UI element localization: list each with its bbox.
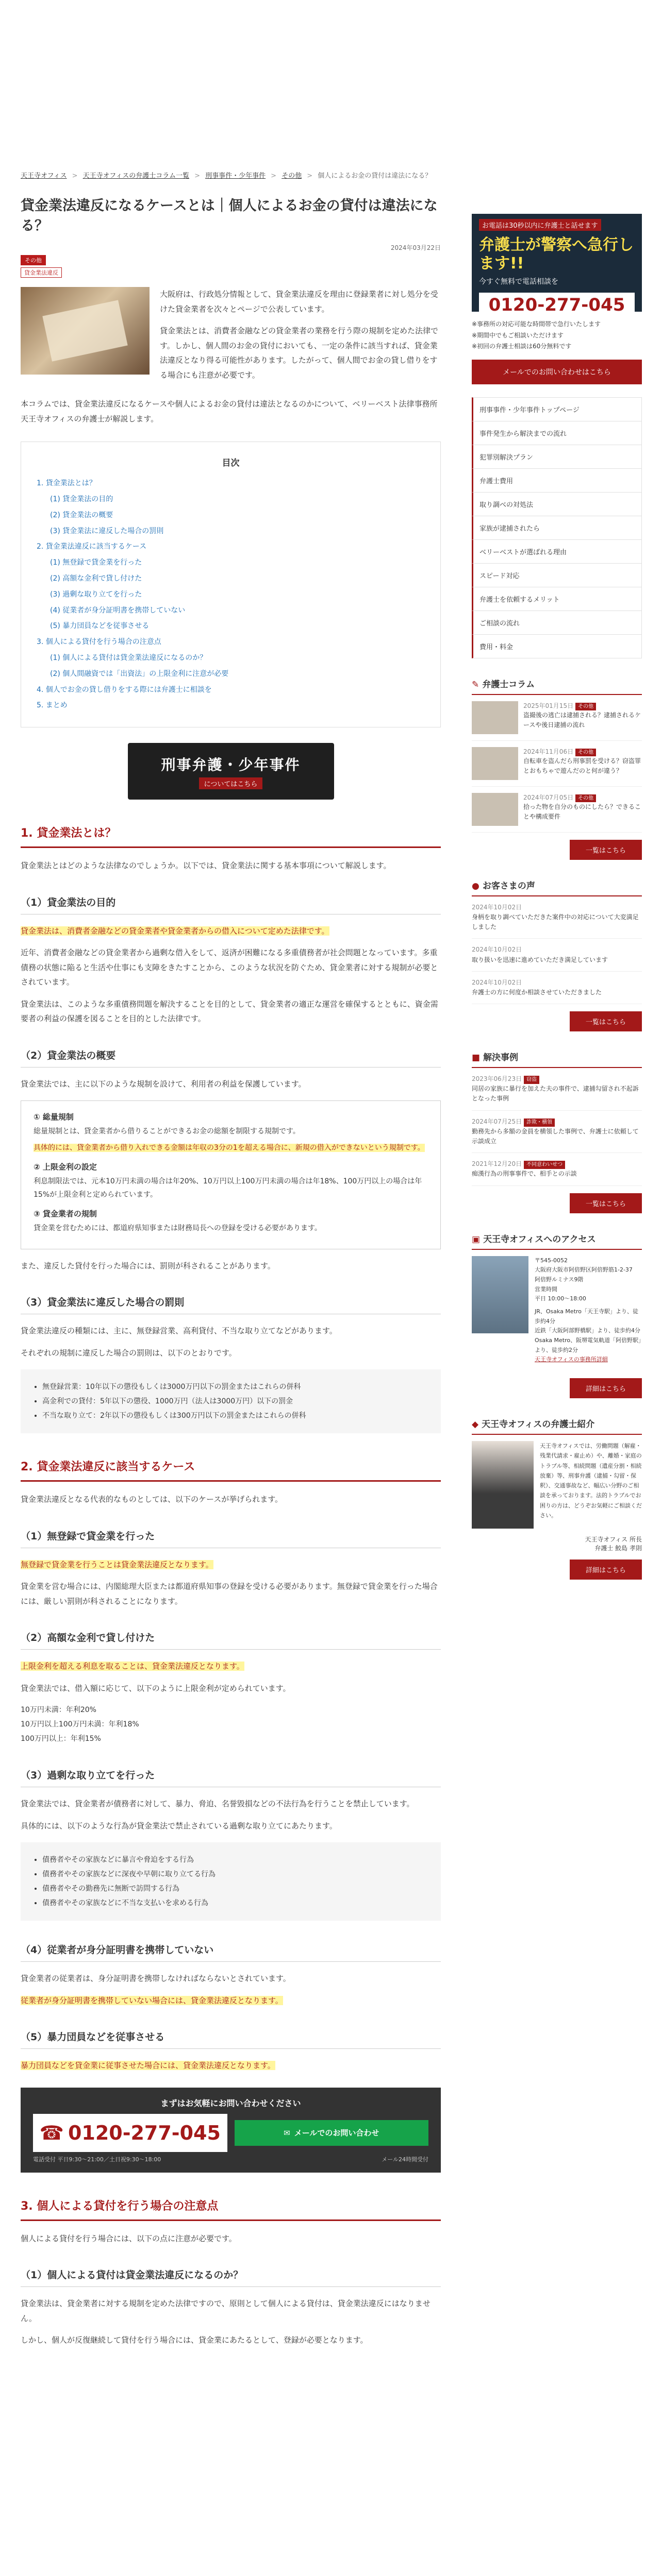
sidebar-notes	[472, 319, 642, 352]
toc-item[interactable]: (3) 過剰な取り立てを行った	[50, 590, 142, 599]
sidebar-phone-banner[interactable]	[472, 214, 642, 315]
access-address: 大阪府大阪市阿倍野区阿倍野筋1-2-37 阿倍野ルミナス9階	[535, 1266, 638, 1283]
breadcrumb-4[interactable]: その他	[282, 172, 302, 180]
item-tag: 窃盗	[524, 1076, 539, 1084]
cta-phone-number: 0120-277-045	[68, 2121, 221, 2144]
cta-mail-note: メール24時間受付	[382, 2156, 428, 2163]
rate-1: 10万円未満：年利20%	[21, 1706, 96, 1715]
s2-p4: 貸金業法では、借入額に応じて、以下のように上限金利が定められています。	[21, 1683, 291, 1693]
item-title: 痴漢行為の刑事事件で、相手との示談	[472, 1170, 577, 1178]
s1-p5: また、違反した貸付を行った場合には、罰則が科されることがあります。	[21, 1261, 275, 1270]
breadcrumb-current: 個人によるお金の貸付は違法になる？	[318, 172, 432, 180]
item-tag: 不同意わいせつ	[524, 1161, 565, 1169]
access-link[interactable]: 天王寺オフィスの事務所詳細	[535, 1356, 608, 1363]
s2-p2: 貸金業を営む場合には、内閣総理大臣または都道府県知事の登録を受ける必要があります。無登録で貸金業を行った場合には、厳しい罰則が科されることになります。	[21, 1582, 438, 1606]
item-title: 自転車を盗んだら刑事罰を受ける？窃盗罪とおもちゃで遊んだのと何が違う？	[523, 757, 641, 774]
toc-item[interactable]: 2. 貸金業法違反に該当するケース	[37, 543, 147, 551]
box-title-3: ③ 貸金業者の規制	[34, 1209, 97, 1218]
column-heading	[472, 674, 642, 695]
item-date: 2024年07月25日	[472, 1117, 522, 1125]
article	[21, 196, 441, 2355]
article-image	[21, 287, 150, 375]
access-zip: 〒545-0052	[535, 1257, 568, 1264]
access-hours: 平日 10:00〜18:00	[535, 1295, 586, 1302]
mail-icon: ✉	[284, 2128, 290, 2138]
item-date: 2024年11月06日	[523, 748, 574, 755]
voice-more-button[interactable]: 一覧はこちら	[570, 1011, 642, 1031]
s1-p4: 貸金業法では、主に以下のような規制を設けて、利用者の利益を保護しています。	[21, 1079, 306, 1089]
box-title-1: ① 総量規制	[34, 1112, 74, 1122]
sidebar-menu	[472, 397, 642, 658]
access-train-2: 近鉄「大阪阿部野橋駅」より、徒歩約4分	[535, 1327, 640, 1334]
person-icon: ◆	[472, 1419, 479, 1430]
toc-item[interactable]: 5. まとめ	[37, 701, 68, 710]
case-heading	[472, 1047, 642, 1068]
sidebar-mail-button[interactable]: メールでのお問い合わせはこちら	[472, 360, 642, 384]
voice-heading	[472, 875, 642, 896]
sidebar-menu-item[interactable]: 家族が逮捕されたら	[472, 516, 642, 540]
s1-p3: 貸金業法は、このような多重債務問題を解決することを目的として、貸金業者の適正な運営を確保するとともに、資金需要者の利益の保護を図ることを目的とした法律です。	[21, 999, 438, 1024]
toc-item[interactable]: 3. 個人による貸付を行う場合の注意点	[37, 638, 161, 647]
s2-highlight-3: 従業者が身分証明書を携帯していない場合には、貸金業法違反となります。	[21, 1995, 283, 2005]
sidebar-note-3: ※初回の弁護士相談は60分無料です	[472, 343, 572, 350]
cols-item[interactable]	[472, 741, 642, 787]
sidebar-banner-top: お電話は30秒以内に弁護士と話せます	[479, 219, 601, 231]
collection-list	[21, 1842, 441, 1921]
s2-1-heading: （1）無登録で貸金業を行った	[21, 1524, 441, 1548]
voice-list	[472, 896, 642, 1004]
s2-p7: 貸金業者の従業者は、身分証明書を携帯しなければならないとされています。	[21, 1974, 291, 1984]
cols-item[interactable]	[472, 695, 642, 741]
s1-1-heading: （1）貸金業法の目的	[21, 891, 441, 914]
sidebar-banner-head: 弁護士が警察へ急行します!!	[479, 236, 634, 273]
news-item[interactable]	[472, 939, 642, 971]
office-building-image	[472, 1256, 528, 1333]
s1-p2: 近年、消費者金融などの貸金業者から過剰な借入をして、返済が困難になる多重債務者が社会問題となっています。多重債務の状態に陥ると生活や仕事にも支障をきたすことから、このような状況を防ぐため、貸金業者に対する規制が必要とされています。	[21, 948, 438, 987]
item-title: 同居の家族に暴行を加えた夫の事件で、逮捕勾留され不起訴となった事例	[472, 1085, 639, 1103]
pen-icon: ✎	[472, 679, 479, 690]
building-icon: ▣	[472, 1234, 481, 1245]
penalty-1: • 無登録営業：10年以下の懲役もしくは3000万円以下の罰金またはこれらの併科	[42, 1380, 428, 1394]
intro-text-2: 貸金業法とは、消費者金融などの貸金業者の業務を行う際の規制を定めた法律です。しかし、個人間のお金の貸付においても、一定の条件に該当すれば、貸金業法違反となり得る可能性があります。したがって、個人間でお金の貸し借りをする場合にも注意が必要です。	[160, 326, 439, 380]
section-3-heading: 3. 個人による貸付を行う場合の注意点	[21, 2193, 441, 2221]
page-title: 貸金業法違反になるケースとは｜個人によるお金の貸付は違法になる？	[21, 198, 438, 234]
sidebar-menu-item[interactable]: スピード対応	[472, 563, 642, 587]
chat-icon: ●	[472, 880, 479, 891]
column-heading-label: 弁護士コラム	[482, 679, 535, 690]
s1-lead: 貸金業法とはどのような法律なのでしょうか。以下では、貸金業法に関する基本事項について解説します。	[21, 861, 391, 871]
breadcrumb-2[interactable]: 天王寺オフィスの弁護士コラム一覧	[82, 172, 190, 180]
toc-title: 目次	[222, 458, 240, 469]
cta-mail-button[interactable]	[235, 2120, 429, 2146]
sidebar-menu-item[interactable]: 刑事事件・少年事件トップページ	[472, 397, 642, 421]
toc-item[interactable]: (1) 貸金業法の目的	[50, 495, 113, 504]
collection-1: • 債務者やその家族などに暴言や脅迫をする行為	[42, 1853, 428, 1867]
rate-list	[21, 1703, 441, 1746]
cta-phone-button[interactable]	[33, 2114, 227, 2152]
toc-item[interactable]: (5) 暴力団員などを従事させる	[50, 622, 150, 631]
item-tag: その他	[575, 794, 596, 803]
column-more-button[interactable]: 一覧はこちら	[570, 840, 642, 860]
table-of-contents	[21, 442, 441, 727]
toc-item[interactable]: (2) 個人間融資では「出資法」の上限金利に注意が必要	[50, 669, 229, 678]
access-train-3: Osaka Metro、阪堺電気軌道「阿倍野駅」より、徒歩約2分	[535, 1337, 641, 1353]
post-date: 2024年03月22日	[390, 244, 441, 252]
category-tag[interactable]: その他	[21, 255, 46, 265]
lawyer-heading	[472, 1414, 642, 1435]
collection-3: • 債務者やその勤務先に無断で訪問する行為	[42, 1882, 428, 1896]
box-text-2: 利息制限法では、元本10万円未満の場合は年20%、10万円以上100万円未満の場合は年18%、100万円以上の場合は年15%が上限金利と定められています。	[34, 1177, 422, 1199]
toc-item[interactable]: (2) 貸金業法の概要	[50, 511, 113, 519]
news-item[interactable]	[472, 972, 642, 1004]
access-heading	[472, 1229, 642, 1250]
item-title: 取り扱いを迅速に進めていただき満足しています	[472, 956, 608, 963]
section-1-heading: 1. 貸金業法とは？	[21, 820, 441, 848]
access-info	[472, 1250, 642, 1371]
collection-2: • 債務者やその家族などに深夜や早朝に取り立てる行為	[42, 1867, 428, 1882]
sidebar-menu-item[interactable]: 取り調べの対処法	[472, 492, 642, 516]
rate-2: 10万円以上100万円未満：年利18%	[21, 1720, 139, 1729]
case-list	[472, 1068, 642, 1186]
lawyer-sign: 天王寺オフィス 所長 弁護士 鮫島 孝則	[585, 1536, 642, 1552]
item-date: 2021年12月20日	[472, 1160, 522, 1168]
toc-item[interactable]: (2) 高額な金利で貸し付けた	[50, 574, 142, 583]
rate-3: 100万円以上：年利15%	[21, 1735, 101, 1743]
access-train-1: JR、Osaka Metro「天王寺駅」より、徒歩約4分	[535, 1308, 639, 1325]
s2-5-heading: （5）暴力団員などを従事させる	[21, 2025, 441, 2049]
item-date: 2024年10月02日	[472, 903, 522, 911]
item-date: 2024年10月02日	[472, 978, 522, 986]
s3-p1: 貸金業法は、貸金業者に対する規制を定めた法律ですので、原則として個人による貸付は、貸金業法違反にはなりません。	[21, 2299, 431, 2323]
keyword-tag[interactable]: 貸金業法違反	[21, 267, 62, 278]
s2-2-heading: （2）高額な金利で貸し付けた	[21, 1626, 441, 1650]
s1-2-heading: （2）貸金業法の概要	[21, 1044, 441, 1067]
item-date: 2024年10月02日	[472, 946, 522, 954]
access-heading-label: 天王寺オフィスへのアクセス	[483, 1234, 596, 1245]
box-text-1: 総量規制とは、貸金業者から借りることができるお金の総額を制限する規制です。	[34, 1127, 300, 1136]
banner-title: 刑事弁護・少年事件	[161, 756, 301, 773]
box-title-2: ② 上限金利の設定	[34, 1162, 97, 1172]
penalty-list	[21, 1369, 441, 1433]
access-hours-label: 営業時間	[535, 1285, 557, 1293]
lawyer-more-button[interactable]: 詳細はこちら	[570, 1560, 642, 1580]
s3-1-heading: （1）個人による貸付は貸金業法違反になるのか？	[21, 2263, 441, 2287]
sidebar-menu-item[interactable]: 弁護士を依頼するメリット	[472, 587, 642, 611]
voice-heading-label: お客さまの声	[482, 880, 535, 891]
collection-4: • 債務者やその家族などに不当な支払いを求める行為	[42, 1896, 428, 1910]
breadcrumb: 天王寺オフィス > 天王寺オフィスの弁護士コラム一覧 > 刑事事件・少年事件 > その他 > 個人によるお金の貸付は違法になる？	[21, 172, 432, 180]
toc-item[interactable]: (1) 個人による貸付は貸金業法違反になるのか？	[50, 654, 207, 663]
lawyer-text: 天王寺オフィスでは、労働問題（解雇・残業代請求・雇止め）や、離婚・家庭のトラブル等、相続問題（遺産分割・相続放棄）等、刑事弁護（逮捕・勾留・保釈）、交通事故など、幅広い分野のご相談を承っております。法的トラブルでお困りの方は、どうぞお気軽にご相談ください。	[540, 1443, 642, 1519]
s2-lead: 貸金業法違反となる代表的なものとしては、以下のケースが挙げられます。	[21, 1495, 283, 1504]
s2-3-heading: （3）過剰な取り立てを行った	[21, 1764, 441, 1787]
item-tag: その他	[575, 749, 596, 757]
sidebar-banner-sub: 今すぐ無料で電話相談を	[479, 278, 558, 286]
phone-icon: ☎	[39, 2121, 64, 2144]
s1-3-heading: （3）貸金業法に違反した場合の罰則	[21, 1291, 441, 1314]
news-item[interactable]	[472, 896, 642, 939]
s2-p5: 貸金業法では、貸金業者が債務者に対して、暴力、脅迫、名誉毀損などの不法行為を行うことを禁止しています。	[21, 1799, 415, 1809]
cols-item[interactable]	[472, 787, 642, 833]
breadcrumb-3[interactable]: 刑事事件・少年事件	[205, 172, 266, 180]
breadcrumb-1[interactable]: 天王寺オフィス	[21, 172, 67, 180]
sidebar-menu-item[interactable]: 弁護士費用	[472, 468, 642, 493]
case-heading-label: 解決事例	[483, 1053, 519, 1063]
toc-item[interactable]: (3) 貸金業法に違反した場合の罰則	[50, 527, 164, 535]
item-tag: 詐欺・横領	[524, 1118, 555, 1127]
lawyer-profile	[472, 1435, 642, 1535]
column-list	[472, 695, 642, 833]
lawyer-heading-label: 天王寺オフィスの弁護士紹介	[482, 1419, 595, 1430]
access-more-button[interactable]: 詳細はこちら	[570, 1378, 642, 1398]
box-highlight-1: 具体的には、貸金業者から借り入れできる金額は年収の3分の1を超える場合に、新規の借入ができないという規制です。	[34, 1144, 425, 1153]
item-title: 勤務先から多額の金員を横領した事例で、弁護士に依頼して示談成立	[472, 1127, 639, 1145]
sidebar-note-1: ※事務所の対応可能な時間帯で急行いたします	[472, 320, 601, 328]
s2-highlight-2: 上限金利を超える利息を取ることは、貸金業法違反となります。	[21, 1662, 244, 1671]
penalty-2: • 高金利での貸付：5年以下の懲役、1000万円（法人は3000万円）以下の罰金	[42, 1394, 428, 1409]
intro-text-3: 本コラムでは、貸金業法違反になるケースや個人によるお金の貸付は違法となるのかについて、ベリーベスト法律事務所 天王寺オフィスの弁護士が解説します。	[21, 399, 438, 423]
sidebar-phone-number[interactable]: 0120-277-045	[479, 293, 635, 317]
item-title: 弁護士の方に何度か相談させていただきました	[472, 988, 602, 996]
section-2-heading: 2. 貸金業法違反に該当するケース	[21, 1454, 441, 1482]
cases-item[interactable]	[472, 1153, 642, 1185]
item-date: 2025年01月15日	[523, 702, 574, 709]
toc-item[interactable]: (4) 従業者が身分証明書を携帯していない	[50, 606, 186, 615]
regulation-box	[21, 1100, 441, 1249]
case-icon: ■	[472, 1053, 481, 1063]
cta-mail-label: メールでのお問い合わせ	[294, 2128, 379, 2138]
toc-item[interactable]: 4. 個人でお金の貸し借りをする際には弁護士に相談を	[37, 685, 212, 694]
banner-sub: についてはこちら	[199, 777, 263, 789]
s3-p2: しかし、個人が反復継続して貸付を行う場合には、貸金業にあたるとして、登録が必要となります。	[21, 2335, 368, 2345]
cases-item[interactable]	[472, 1111, 642, 1154]
s2-highlight-4: 暴力団員などを貸金業に従事させた場合には、貸金業法違反となります。	[21, 2061, 275, 2071]
toc-item[interactable]: 1. 貸金業法とは？	[37, 479, 96, 488]
sidebar-menu-item[interactable]: ベリーベストが選ばれる理由	[472, 539, 642, 564]
s1-highlight: 貸金業法は、消費者金融などの貸金業者や貸金業者からの借入について定めた法律です。	[21, 926, 329, 936]
toc-list	[37, 476, 425, 714]
cta-title: まずはお気軽にお問い合わせください	[160, 2098, 301, 2108]
item-title: 拾った物を自分のものにしたら？できることや構成要件	[523, 803, 641, 820]
item-title: 身柄を取り調べていただきた案件中の対応について大変満足しました	[472, 913, 639, 931]
thumbnail	[472, 747, 518, 780]
s2-4-heading: （4）従業者が身分証明書を携帯していない	[21, 1938, 441, 1962]
box-text-3: 貸金業を営むためには、都道府県知事または財務局長への登録を受ける必要があります。	[34, 1224, 322, 1232]
intro-text-1: 大阪府は、行政処分情報として、貸金業法違反を理由に登録業者に対し処分を受けた貸金業者を次々とページで公表しています。	[160, 290, 438, 314]
item-title: 盗撮後の逃亡は逮捕される？逮捕されるケースや後日逮捕の流れ	[523, 711, 641, 728]
toc-item[interactable]: (1) 無登録で貸金業を行った	[50, 558, 142, 567]
s2-highlight-1: 無登録で貸金業を行うことは貸金業法違反となります。	[21, 1560, 213, 1569]
criminal-defense-banner[interactable]	[128, 743, 334, 800]
sidebar-menu-item[interactable]: ご相談の流れ	[472, 611, 642, 635]
case-more-button[interactable]: 一覧はこちら	[570, 1193, 642, 1213]
s2-p6: 具体的には、以下のような行為が貸金業法で禁止されている過剰な取り立てにあたります。	[21, 1821, 337, 1831]
sidebar-menu-item[interactable]: 事件発生から解決までの流れ	[472, 421, 642, 445]
s1-p6: 貸金業法違反の種類には、主に、無登録営業、高利貸付、不当な取り立てなどがあります。	[21, 1326, 337, 1336]
sidebar-menu-item[interactable]: 費用・料金	[472, 634, 642, 658]
cases-item[interactable]	[472, 1068, 642, 1111]
cta-hours: 電話受付 平日9:30〜21:00／土日祝9:30〜18:00	[33, 2156, 161, 2163]
contact-cta	[21, 2088, 441, 2173]
item-date: 2023年06月23日	[472, 1075, 522, 1083]
s3-lead: 個人による貸付を行う場合には、以下の点に注意が必要です。	[21, 2233, 237, 2243]
thumbnail	[472, 793, 518, 826]
sidebar-menu-item[interactable]: 犯罪別解決プラン	[472, 445, 642, 469]
penalty-3: • 不当な取り立て：2年以下の懲役もしくは300万円以下の罰金またはこれらの併科	[42, 1409, 428, 1423]
intro	[21, 287, 441, 389]
item-tag: その他	[575, 703, 596, 711]
sidebar-note-2: ※期間中でもご相談いただけます	[472, 331, 564, 339]
sidebar	[472, 214, 642, 1580]
thumbnail	[472, 701, 518, 734]
lawyer-photo	[472, 1441, 534, 1529]
s1-p7: それぞれの規制に違反した場合の罰則は、以下のとおりです。	[21, 1348, 237, 1358]
item-date: 2024年07月05日	[523, 793, 574, 801]
